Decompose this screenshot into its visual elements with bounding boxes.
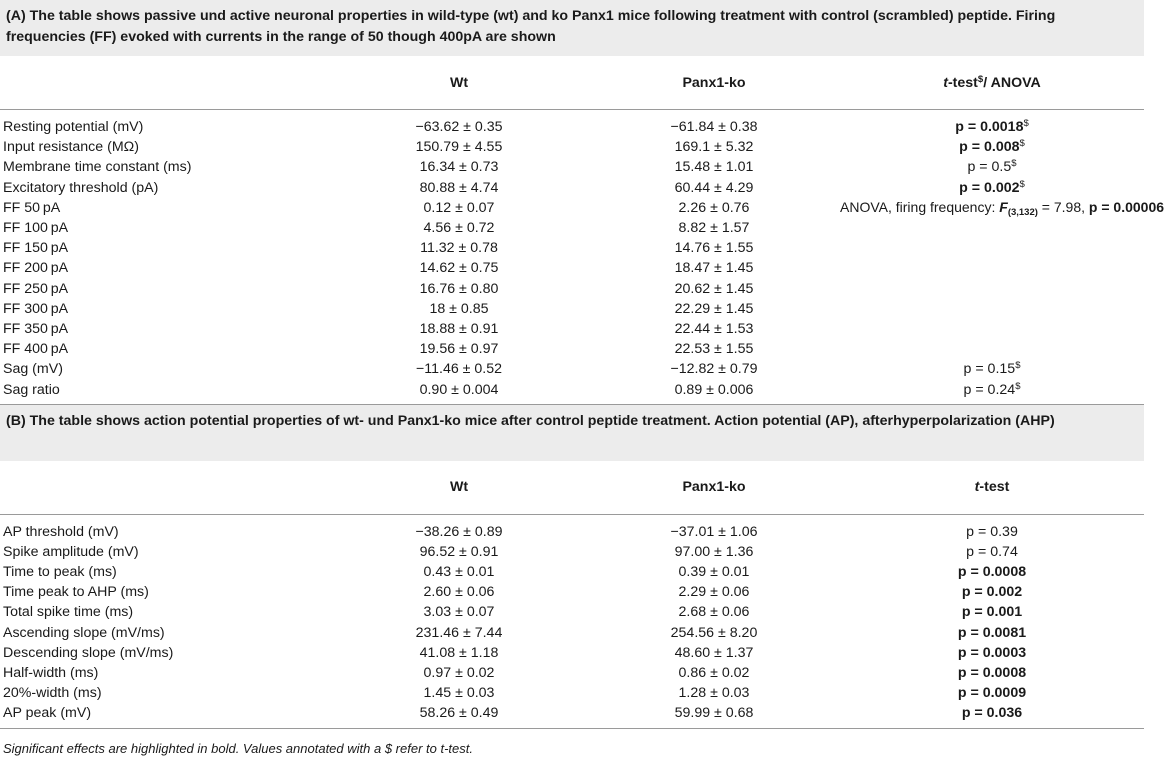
wt-value: 41.08 ± 1.18	[419, 644, 499, 661]
row-label: Time peak to AHP (ms)	[3, 584, 149, 601]
wt-value: −11.46 ± 0.52	[415, 361, 503, 378]
table-a-header-wt: Wt	[449, 74, 469, 91]
wt-value: 0.12 ± 0.07	[423, 199, 495, 216]
ko-value: −61.84 ± 0.38	[670, 119, 758, 136]
p-value	[840, 159, 1144, 175]
p-value	[840, 119, 1144, 135]
row-label: Total spike time (ms)	[3, 604, 134, 621]
wt-value: 2.60 ± 0.06	[423, 584, 495, 601]
dollar-sup: $	[1019, 138, 1025, 150]
row-label: Time to peak (ms)	[3, 564, 117, 581]
wt-value: 16.76 ± 0.80	[419, 280, 499, 297]
p-text: p = 0.15	[963, 361, 1016, 378]
p-value	[840, 584, 1144, 600]
wt-value: 11.32 ± 0.78	[420, 240, 498, 257]
p-value	[840, 564, 1144, 580]
row-label: FF 200 pA	[3, 260, 69, 277]
dollar-sup: $	[1019, 178, 1025, 190]
row-label: 20%-width (ms)	[3, 685, 102, 702]
ko-value: 15.48 ± 1.01	[674, 159, 754, 176]
ko-value: 20.62 ± 1.45	[674, 280, 754, 297]
table-row	[0, 542, 1144, 562]
p-text: p = 0.036	[961, 705, 1023, 722]
ko-value: 8.82 ± 1.57	[678, 220, 750, 237]
anova-prefix: ANOVA, firing frequency:	[840, 199, 1000, 216]
footnote: Significant effects are highlighted in bold. Values annotated with a $ refer to t-test.	[3, 740, 473, 756]
table-a-header-ko: Panx1-ko	[682, 74, 746, 91]
table-row	[0, 137, 1144, 157]
p-text: p = 0.0008	[957, 665, 1027, 682]
t-letter: t	[974, 479, 980, 496]
test-word: -test	[979, 479, 1010, 496]
ko-value: 254.56 ± 8.20	[670, 624, 758, 641]
anova-df: (3,132)	[1007, 207, 1038, 219]
wt-value: 1.45 ± 0.03	[423, 685, 495, 702]
ko-value: 59.99 ± 0.68	[674, 705, 754, 722]
table-row	[0, 198, 1164, 219]
ko-value: −37.01 ± 1.06	[670, 523, 758, 540]
table-row	[0, 359, 1144, 379]
t-letter: t	[943, 74, 948, 91]
row-label: Sag (mV)	[3, 361, 63, 378]
row-label: Membrane time constant (ms)	[3, 159, 192, 176]
p-value	[840, 180, 1144, 196]
p-value	[840, 625, 1144, 641]
table-row	[0, 522, 1144, 542]
dollar-sup: $	[977, 73, 984, 85]
p-text: p = 0.002	[961, 584, 1023, 601]
row-label: FF 50 pA	[3, 199, 61, 216]
p-value	[840, 705, 1144, 721]
table-b-header-wt: Wt	[449, 479, 469, 496]
row-label: FF 350 pA	[3, 320, 69, 337]
p-value	[840, 665, 1144, 681]
wt-value: 18 ± 0.85	[429, 300, 489, 317]
table-row	[0, 319, 1144, 339]
table-row	[0, 339, 1144, 359]
table-a-header	[0, 56, 1144, 110]
table-b-header-test	[840, 479, 1144, 495]
table-a-caption: (A) The table shows passive und active neuronal properties in wild-type (wt) and ko Panx1 mice following treatment with control (scrambled) peptide. Firing frequencies (FF) evoked with currents in the range of 50 though 400pA are shown	[0, 0, 1144, 56]
p-text: p = 0.39	[966, 523, 1018, 540]
anova-result	[840, 199, 1164, 219]
wt-value: 4.56 ± 0.72	[423, 220, 495, 237]
table-row	[0, 279, 1144, 299]
p-value	[840, 139, 1144, 155]
p-text: p = 0.5	[967, 159, 1012, 176]
row-label: AP threshold (mV)	[3, 523, 119, 540]
anova-stat: = 7.98,	[1037, 199, 1089, 216]
table-row	[0, 157, 1144, 177]
row-label: FF 250 pA	[3, 280, 69, 297]
ko-value: 2.26 ± 0.76	[678, 199, 750, 216]
table-row	[0, 683, 1144, 703]
test-word: -test	[947, 74, 978, 91]
wt-value: 16.34 ± 0.73	[419, 159, 499, 176]
wt-value: 0.90 ± 0.004	[419, 381, 499, 398]
p-text: p = 0.0081	[957, 624, 1027, 641]
table-row	[0, 643, 1144, 663]
table-row	[0, 562, 1144, 582]
dollar-sup: $	[1023, 118, 1029, 130]
ko-value: 0.86 ± 0.02	[678, 665, 750, 682]
row-label: FF 300 pA	[3, 300, 69, 317]
row-label: FF 150 pA	[3, 240, 69, 257]
p-value	[840, 645, 1144, 661]
row-label: Resting potential (mV)	[3, 119, 144, 136]
ko-value: 14.76 ± 1.55	[674, 240, 754, 257]
wt-value: 3.03 ± 0.07	[423, 604, 495, 621]
p-value	[840, 524, 1144, 540]
table-row	[0, 663, 1144, 683]
table-b-header	[0, 461, 1144, 515]
table-b-caption: (B) The table shows action potential properties of wt- und Panx1-ko mice after control peptide treatment. Action potential (AP), afterhyperpolarization (AHP)	[0, 405, 1144, 461]
p-value	[840, 604, 1144, 620]
wt-value: −38.26 ± 0.89	[415, 523, 503, 540]
p-value	[840, 382, 1144, 398]
table-b-header-ko: Panx1-ko	[682, 479, 746, 496]
ko-value: 22.44 ± 1.53	[674, 320, 754, 337]
row-label: AP peak (mV)	[3, 705, 92, 722]
p-text: p = 0.0008	[957, 564, 1027, 581]
row-label: Half-width (ms)	[3, 665, 99, 682]
ko-value: 0.39 ± 0.01	[678, 564, 750, 581]
row-label: Descending slope (mV/ms)	[3, 644, 174, 661]
table-row	[0, 602, 1144, 622]
ko-value: 97.00 ± 1.36	[674, 543, 754, 560]
ko-value: 2.29 ± 0.06	[678, 584, 750, 601]
p-text: p = 0.0018	[955, 119, 1024, 136]
ko-value: 48.60 ± 1.37	[674, 644, 754, 661]
wt-value: 14.62 ± 0.75	[419, 260, 499, 277]
table-row	[0, 178, 1144, 198]
p-text: p = 0.74	[966, 543, 1018, 560]
table-b-body	[0, 522, 1144, 724]
row-label: Spike amplitude (mV)	[3, 543, 139, 560]
ko-value: 22.53 ± 1.55	[674, 341, 754, 358]
row-label: FF 400 pA	[3, 341, 69, 358]
table-a-header-test	[840, 75, 1144, 91]
table-a-body	[0, 117, 1164, 400]
p-text: p = 0.24	[963, 381, 1016, 398]
dollar-sup: $	[1015, 360, 1021, 372]
ko-value: 22.29 ± 1.45	[674, 300, 754, 317]
p-text: p = 0.0009	[957, 685, 1027, 702]
table-row	[0, 238, 1144, 258]
wt-value: 18.88 ± 0.91	[419, 320, 499, 337]
ko-value: −12.82 ± 0.79	[670, 361, 758, 378]
ko-value: 169.1 ± 5.32	[674, 139, 754, 156]
p-text: p = 0.0003	[957, 644, 1027, 661]
table-row	[0, 299, 1144, 319]
wt-value: 19.56 ± 0.97	[419, 341, 499, 358]
p-text: p = 0.008	[959, 139, 1020, 156]
ko-value: 60.44 ± 4.29	[674, 179, 754, 196]
table-row	[0, 258, 1144, 278]
wt-value: 58.26 ± 0.49	[419, 705, 499, 722]
row-label: Ascending slope (mV/ms)	[3, 624, 165, 641]
dollar-sup: $	[1015, 380, 1021, 392]
wt-value: −63.62 ± 0.35	[415, 119, 503, 136]
wt-value: 0.97 ± 0.02	[423, 665, 495, 682]
wt-value: 231.46 ± 7.44	[415, 624, 503, 641]
wt-value: 0.43 ± 0.01	[423, 564, 495, 581]
p-text: p = 0.001	[961, 604, 1023, 621]
table-row	[0, 582, 1144, 602]
anova-p: p = 0.00006	[1088, 199, 1164, 216]
table-row	[0, 117, 1144, 137]
row-label: Excitatory threshold (pA)	[3, 179, 159, 196]
ko-value: 1.28 ± 0.03	[678, 685, 750, 702]
table-row	[0, 703, 1144, 723]
row-label: FF 100 pA	[3, 220, 69, 237]
table-row	[0, 218, 1144, 238]
anova-F: F	[999, 199, 1008, 216]
dollar-sup: $	[1011, 158, 1017, 170]
p-text: p = 0.002	[959, 179, 1020, 196]
row-label: Input resistance (MΩ)	[3, 139, 139, 156]
table-row	[0, 379, 1144, 399]
wt-value: 150.79 ± 4.55	[415, 139, 503, 156]
ko-value: 2.68 ± 0.06	[678, 604, 750, 621]
ko-value: 18.47 ± 1.45	[674, 260, 754, 277]
p-value	[840, 544, 1144, 560]
row-label: Sag ratio	[3, 381, 60, 398]
p-value	[840, 685, 1144, 701]
anova-word: / ANOVA	[983, 74, 1041, 91]
wt-value: 96.52 ± 0.91	[419, 543, 499, 560]
p-value	[840, 361, 1144, 377]
wt-value: 80.88 ± 4.74	[419, 179, 499, 196]
table-row	[0, 623, 1144, 643]
p-value	[840, 199, 1164, 219]
ko-value: 0.89 ± 0.006	[674, 381, 754, 398]
